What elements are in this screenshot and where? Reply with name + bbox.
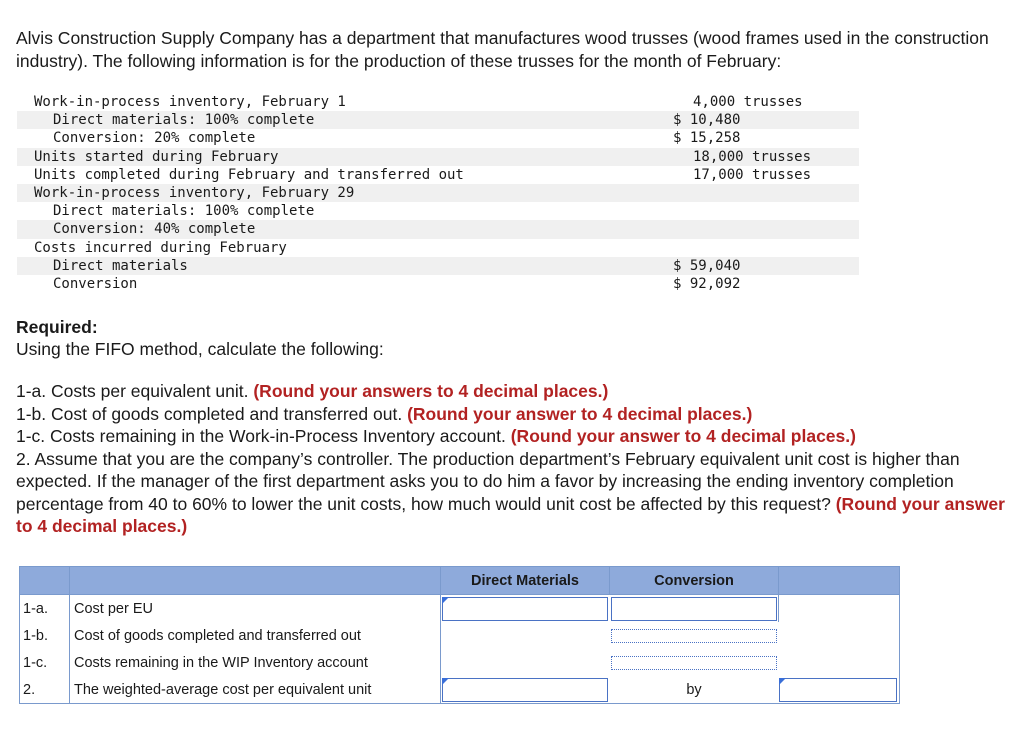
data-row-value: $ 92,092 bbox=[673, 276, 741, 293]
question-item bbox=[16, 448, 1006, 538]
row-label: The weighted-average cost per equivalent unit bbox=[70, 676, 441, 704]
data-row-label: Work-in-process inventory, February 1 bbox=[34, 94, 346, 110]
data-row bbox=[17, 239, 859, 257]
row-label: Cost of goods completed and transferred out bbox=[70, 622, 441, 649]
questions-list bbox=[16, 380, 1006, 538]
rounding-note: (Round your answer to 4 decimal places.) bbox=[16, 493, 1005, 536]
question-text: 1-b. Cost of goods completed and transferred out. bbox=[16, 403, 408, 424]
row-number: 1-b. bbox=[20, 622, 70, 649]
answer-table bbox=[19, 566, 900, 704]
data-row bbox=[17, 202, 859, 220]
row-number: 1-c. bbox=[20, 649, 70, 676]
row-label: Cost per EU bbox=[70, 595, 441, 623]
dm-cost-per-eu-input[interactable] bbox=[442, 597, 608, 621]
required-subtitle: Using the FIFO method, calculate the following: bbox=[16, 339, 384, 359]
question-text: 1-c. Costs remaining in the Work-in-Process Inventory account. bbox=[16, 426, 511, 446]
answer-row-2 bbox=[20, 676, 900, 704]
data-row bbox=[17, 129, 859, 147]
data-row-label: Conversion: 40% complete bbox=[17, 220, 673, 238]
data-row bbox=[17, 184, 859, 202]
answer-row-1a bbox=[20, 595, 900, 623]
rounding-note: (Round your answers to 4 decimal places.) bbox=[253, 381, 609, 401]
data-row-label: Conversion: 20% complete bbox=[53, 130, 256, 147]
header-direct-materials: Direct Materials bbox=[441, 567, 610, 595]
unit-cost-effect-select[interactable] bbox=[442, 678, 608, 702]
data-row-label: Direct materials: 100% complete bbox=[17, 111, 673, 129]
data-row-label: Units started during February bbox=[17, 148, 673, 166]
data-row-value: 17,000 trusses bbox=[693, 166, 812, 183]
data-row-label: Conversion bbox=[53, 276, 138, 293]
data-row-value bbox=[673, 220, 859, 238]
data-row-label: Work-in-process inventory, February 29 bbox=[17, 184, 673, 202]
answer-row-1c bbox=[20, 649, 900, 676]
rounding-note: (Round your answer to 4 decimal places.) bbox=[510, 426, 856, 446]
wip-remaining-input[interactable] bbox=[611, 656, 777, 670]
data-row-value bbox=[673, 202, 859, 220]
data-row bbox=[17, 148, 859, 166]
data-row bbox=[17, 166, 859, 184]
data-row-label: Units completed during February and transferred out bbox=[34, 166, 464, 183]
data-row bbox=[17, 93, 859, 111]
answer-row-1b bbox=[20, 622, 900, 649]
data-row bbox=[17, 275, 859, 293]
question-text: 1-a. Costs per equivalent unit. bbox=[16, 381, 254, 401]
question-item bbox=[16, 403, 1006, 426]
question-item bbox=[16, 425, 1006, 448]
data-row-value bbox=[673, 184, 859, 202]
data-row-value: 4,000 trusses bbox=[693, 94, 803, 110]
data-row-label: Direct materials bbox=[17, 257, 673, 275]
data-row bbox=[17, 220, 859, 238]
data-row-value bbox=[673, 239, 859, 257]
data-row bbox=[17, 257, 859, 275]
cogs-transferred-input[interactable] bbox=[611, 629, 777, 643]
production-data-table bbox=[17, 93, 859, 293]
unit-cost-effect-amount-input[interactable] bbox=[779, 678, 897, 702]
header-conversion: Conversion bbox=[610, 567, 779, 595]
data-row-label: Costs incurred during February bbox=[34, 239, 287, 256]
data-row-value: 18,000 trusses bbox=[673, 148, 859, 166]
question-item bbox=[16, 380, 1006, 403]
problem-intro: Alvis Construction Supply Company has a department that manufactures wood trusses (wood frames used in the construction industry). The following information is for the production of these trusses for the month of February: bbox=[16, 28, 989, 71]
data-row-value: $ 15,258 bbox=[673, 130, 741, 147]
row-number: 2. bbox=[20, 676, 70, 704]
answer-table-header bbox=[20, 567, 900, 595]
row-label: Costs remaining in the WIP Inventory account bbox=[70, 649, 441, 676]
data-row-value: $ 59,040 bbox=[673, 257, 859, 275]
required-section bbox=[16, 316, 384, 360]
question-text: 2. Assume that you are the company’s controller. The production department’s February equivalent unit cost is higher than expected. If the manager of the first department asks you to do him a favor by increasing the ending inventory completion percentage from 40 to 60% to lower the unit costs, how much would unit cost be affected by this request? bbox=[16, 448, 960, 514]
required-title: Required: bbox=[16, 317, 98, 337]
data-row-value: $ 10,480 bbox=[673, 111, 859, 129]
data-row bbox=[17, 111, 859, 129]
row-number: 1-a. bbox=[20, 595, 70, 623]
data-row-label: Direct materials: 100% complete bbox=[53, 203, 315, 220]
rounding-note: (Round your answer to 4 decimal places.) bbox=[407, 403, 753, 424]
by-label: by bbox=[610, 676, 779, 704]
conv-cost-per-eu-input[interactable] bbox=[611, 597, 777, 621]
